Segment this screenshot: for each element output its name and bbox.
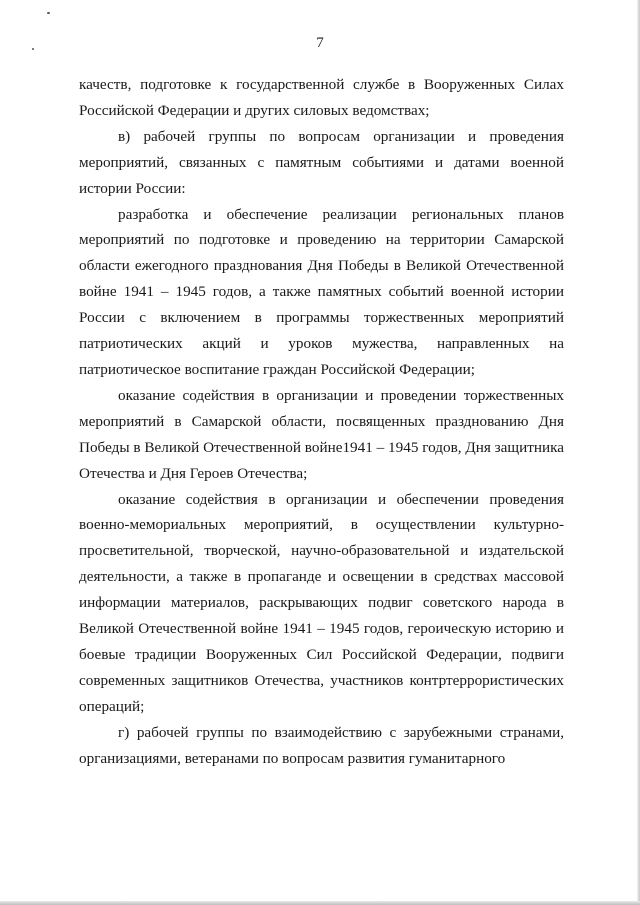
paragraph: оказание содействия в организации и проведении торжественных мероприятий в Самарской области, посвященных празднованию Дня Победы в Великой Отечественной войне1941 – 1945 годов, Дня защитника Отечества и Дня Героев Отечества; <box>79 386 564 482</box>
paragraph: оказание содействия в организации и обеспечении проведения военно-мемориальных мероприятий, в осуществлении культурно-просветительной, творческой, научно-образовательной и издательской деятельности, а также в пропаганде и освещении в средствах массовой информации материалов, раскрывающих подвиг советского народа в Великой Отечественной войне 1941 – 1945 годов, героическую историю и боевые традиции Вооруженных Сил Российской Федерации, подвиги современных защитников Отечества, участников контртеррористических операций; <box>79 490 564 715</box>
paragraph: качеств, подготовке к государственной службе в Вооруженных Силах Российской Федерации и других силовых ведомствах; <box>79 76 564 119</box>
paragraph: в) рабочей группы по вопросам организации и проведения мероприятий, связанных с памятным событиями и датами военной истории России: <box>79 127 564 197</box>
paragraph: разработка и обеспечение реализации региональных планов мероприятий по подготовке и проведению на территории Самарской области ежегодного празднования Дня Победы в Великой Отечественной войне 1941 – 1945 годов, а также памятных событий военной истории России с включением в программы торжественных мероприятий патриотических акций и уроков мужества, направленных на патриотическое воспитание граждан Российской Федерации; <box>79 205 564 378</box>
page-number: 7 <box>316 35 324 51</box>
paragraph: г) рабочей группы по взаимодействию с зарубежными странами, организациями, ветеранами по вопросам развития гуманитарного <box>79 723 564 767</box>
scan-speck <box>47 12 50 14</box>
page-edge-bottom <box>0 901 640 905</box>
document-body <box>79 72 564 771</box>
